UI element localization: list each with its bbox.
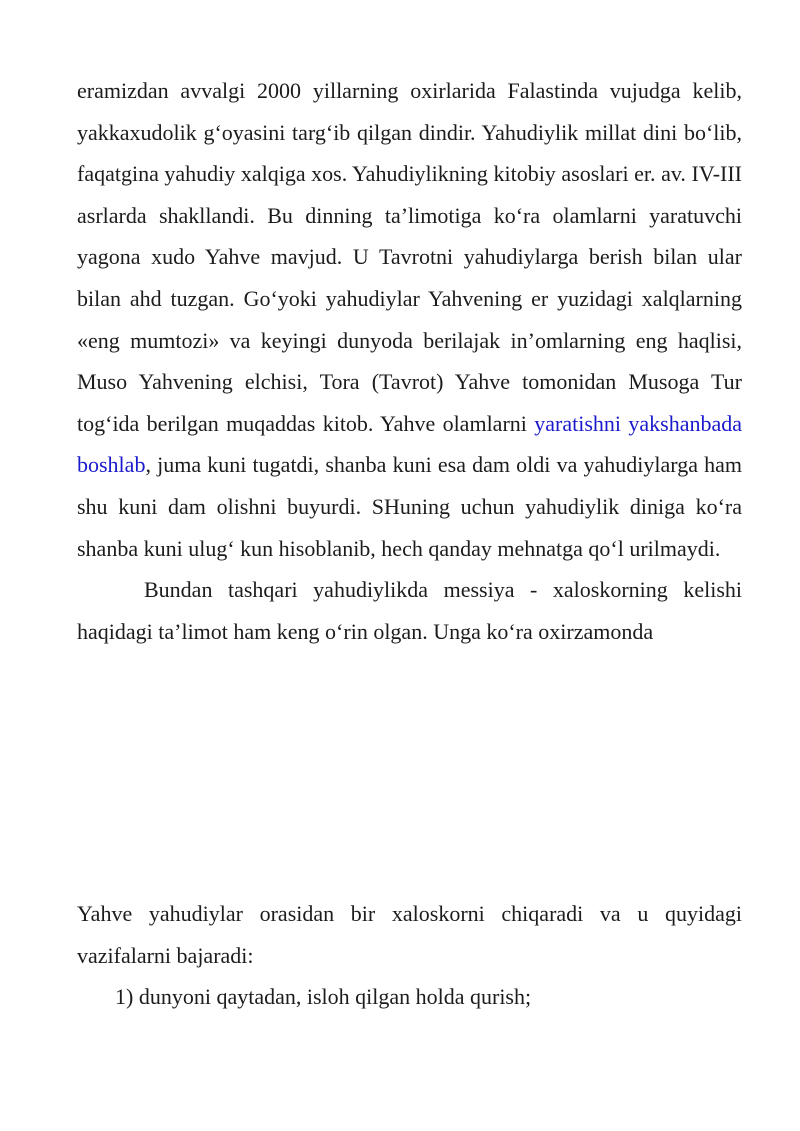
text-block-top (77, 70, 742, 652)
paragraph-intro-text-start: eramizdan avvalgi 2000 yillarning oxirlarida Falastinda vujudga kelib, yakkaxudolik g‘oyasini targ‘ib qilgan dindir. Yahudiylik millat dini bo‘lib, faqatgina yahudiy xalqiga xos. Yahudiylikning kitobiy asoslari er. av. IV-III asrlarda shakllandi. Bu dinning ta’limotiga ko‘ra olamlarni yaratuvchi yagona xudo Yahve mavjud. U Tavrotni yahudiylarga berish bilan ular bilan ahd tuzgan. Go‘yoki yahudiylar Yahvening er yuzidagi xalqlarning «eng mumtozi» va keyingi dunyoda berilajak in’omlarning eng haqlisi, Muso Yahvening elchisi, Tora (Tavrot) Yahve tomonidan Musoga Tur tog‘ida berilgan muqaddas kitob. Yahve olamlarni (77, 78, 742, 436)
paragraph-intro-text-end: , juma kuni tugatdi, shanba kuni esa dam oldi va yahudiylarga ham shu kuni dam olishni buyurdi. SHuning uchun yahudiylik diniga ko‘ra shanba kuni ulug‘ kun hisoblanib, hech qanday mehnatga qo‘l urilmaydi. (77, 452, 742, 561)
text-block-bottom (77, 893, 742, 1018)
paragraph-messiah: Bundan tashqari yahudiylikda messiya - xaloskorning kelishi haqidagi ta’limot ham keng o‘rin olgan. Unga ko‘ra oxirzamonda (77, 577, 742, 644)
paragraph-intro (77, 70, 742, 569)
paragraph-tasks: Yahve yahudiylar orasidan bir xaloskorni chiqaradi va u quyidagi vazifalarni bajaradi: (77, 901, 742, 968)
inline-link[interactable]: yaratishni yakshanbada boshlab (77, 410, 742, 478)
list-item: 1) dunyoni qaytadan, isloh qilgan holda qurish; (115, 984, 532, 1010)
